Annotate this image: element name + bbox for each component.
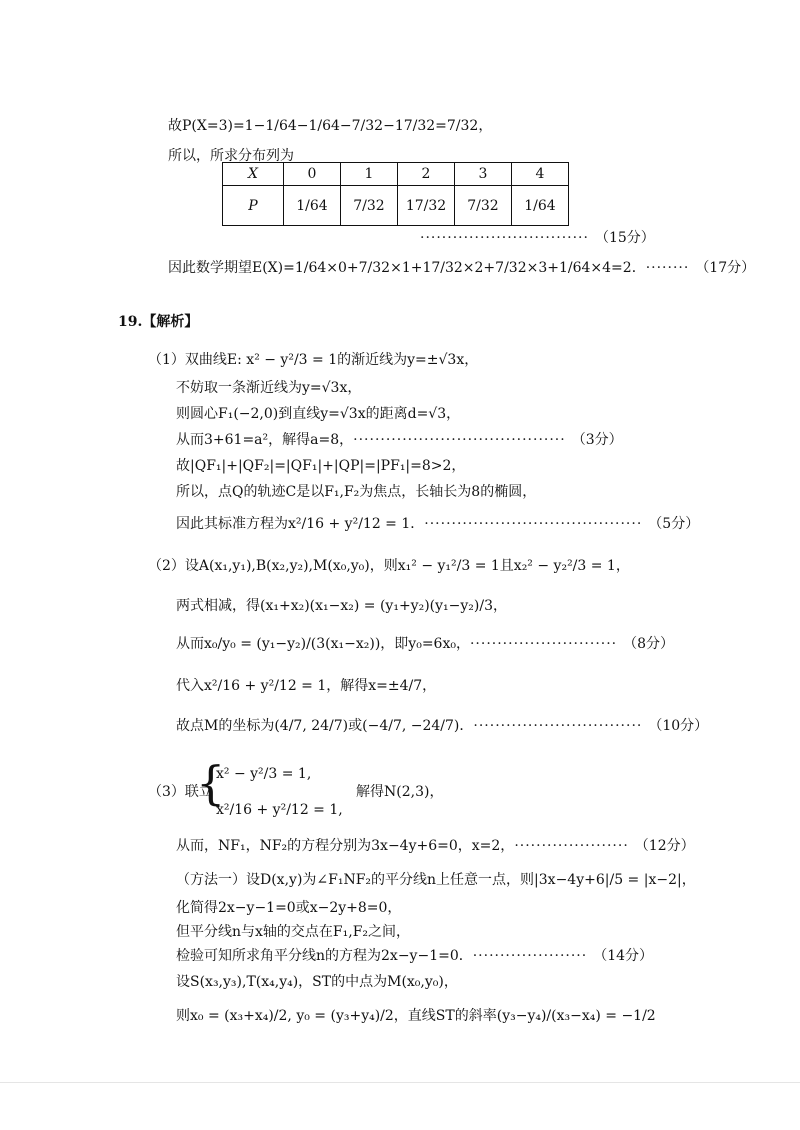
score-8: （8分）: [623, 636, 675, 652]
line-3h: 检验可知所求角平分线n的方程为2x−y−1=0．····················· （14分）: [176, 948, 654, 964]
line-3f: 化简得2x−y−1=0或x−2y+8=0，: [176, 900, 402, 916]
line-1a: （1）双曲线E: x² − y²/3 = 1的渐近线为y=±√3x，: [148, 352, 479, 368]
score-17: （17分）: [695, 260, 756, 276]
system-eq-2: x²/16 + y²/12 = 1,: [216, 802, 343, 818]
score-5: （5分）: [648, 516, 700, 532]
line-3d: 从而，NF₁，NF₂的方程分别为3x−4y+6=0，x=2，····················· （12分）: [176, 838, 695, 854]
table-cell: P: [223, 186, 284, 226]
score-line: ······························· （15分）: [420, 230, 655, 246]
line-3g: 但平分线n与x轴的交点在F₁,F₂之间，: [176, 924, 411, 940]
line-1c: 则圆心F₁(−2,0)到直线y=√3x的距离d=√3，: [176, 406, 461, 422]
table-cell: 7/32: [341, 186, 398, 226]
line-2a: （2）设A(x₁,y₁),B(x₂,y₂),M(x₀,y₀)，则x₁² − y₁²/3 = 1且x₂² − y₂²/3 = 1，: [148, 558, 630, 574]
table-cell: 2: [398, 163, 455, 186]
table-row: [223, 163, 569, 186]
table-cell: 1/64: [512, 186, 569, 226]
score-15: （15分）: [594, 230, 655, 246]
score-14: （14分）: [593, 948, 654, 964]
line-2d: 代入x²/16 + y²/12 = 1，解得x=±4/7，: [176, 678, 437, 694]
distribution-table: [222, 162, 569, 226]
table-cell: X: [223, 163, 284, 186]
page-bottom-divider: [0, 1082, 800, 1083]
line-3j: 则x₀ = (x₃+x₄)/2, y₀ = (y₃+y₄)/2，直线ST的斜率(y₃−y₄)/(x₃−x₄) = −1/2: [176, 1008, 656, 1024]
score-12: （12分）: [634, 838, 695, 854]
line-3c: 解得N(2,3)，: [356, 784, 444, 800]
line-1e: 故|QF₁|+|QF₂|=|QF₁|+|QP|=|PF₁|=8>2，: [176, 458, 466, 474]
line-2e: 故点M的坐标为(4/7, 24/7)或(−4/7, −24/7)．······························· （10分）: [176, 718, 709, 734]
table-cell: 17/32: [398, 186, 455, 226]
line-2c: 从而x₀/y₀ = (y₁−y₂)/(3(x₁−x₂))，即y₀=6x₀，··························· （8分）: [176, 636, 675, 652]
table-cell: 0: [284, 163, 341, 186]
system-eq-1: x² − y²/3 = 1,: [216, 766, 312, 782]
line-1f: 所以，点Q的轨迹C是以F₁,F₂为焦点，长轴长为8的椭圆，: [176, 484, 537, 500]
line-3a: （3）联立: [148, 784, 213, 800]
score-10: （10分）: [648, 718, 709, 734]
line-1g: 因此其标准方程为x²/16 + y²/12 = 1．········································ （5分）: [176, 516, 700, 532]
table-cell: 1/64: [284, 186, 341, 226]
line-1d: 从而3+61=a²，解得a=8，······································· （3分）: [176, 432, 623, 448]
table-row: [223, 186, 569, 226]
line-3i: 设S(x₃,y₃),T(x₄,y₄)，ST的中点为M(x₀,y₀)，: [176, 974, 458, 990]
line-dist-intro: 所以，所求分布列为: [168, 148, 294, 164]
score-3: （3分）: [571, 432, 623, 448]
table-cell: 4: [512, 163, 569, 186]
line-expectation: 因此数学期望E(X)=1/64×0+7/32×1+17/32×2+7/32×3+1/64×4=2．········ （17分）: [168, 260, 756, 276]
line-2b: 两式相减，得(x₁+x₂)(x₁−x₂) = (y₁+y₂)(y₁−y₂)/3，: [176, 598, 507, 614]
table-cell: 1: [341, 163, 398, 186]
system-brace: {: [196, 756, 226, 810]
line-1b: 不妨取一条渐近线为y=√3x，: [176, 380, 362, 396]
table-cell: 7/32: [455, 186, 512, 226]
table-cell: 3: [455, 163, 512, 186]
line-3e: （方法一）设D(x,y)为∠F₁NF₂的平分线n上任意一点，则|3x−4y+6|/5 = |x−2|，: [176, 872, 696, 888]
line-px3: 故P(X=3)=1−1/64−1/64−7/32−17/32=7/32，: [168, 118, 493, 134]
question-heading: 19.【解析】: [118, 314, 199, 330]
